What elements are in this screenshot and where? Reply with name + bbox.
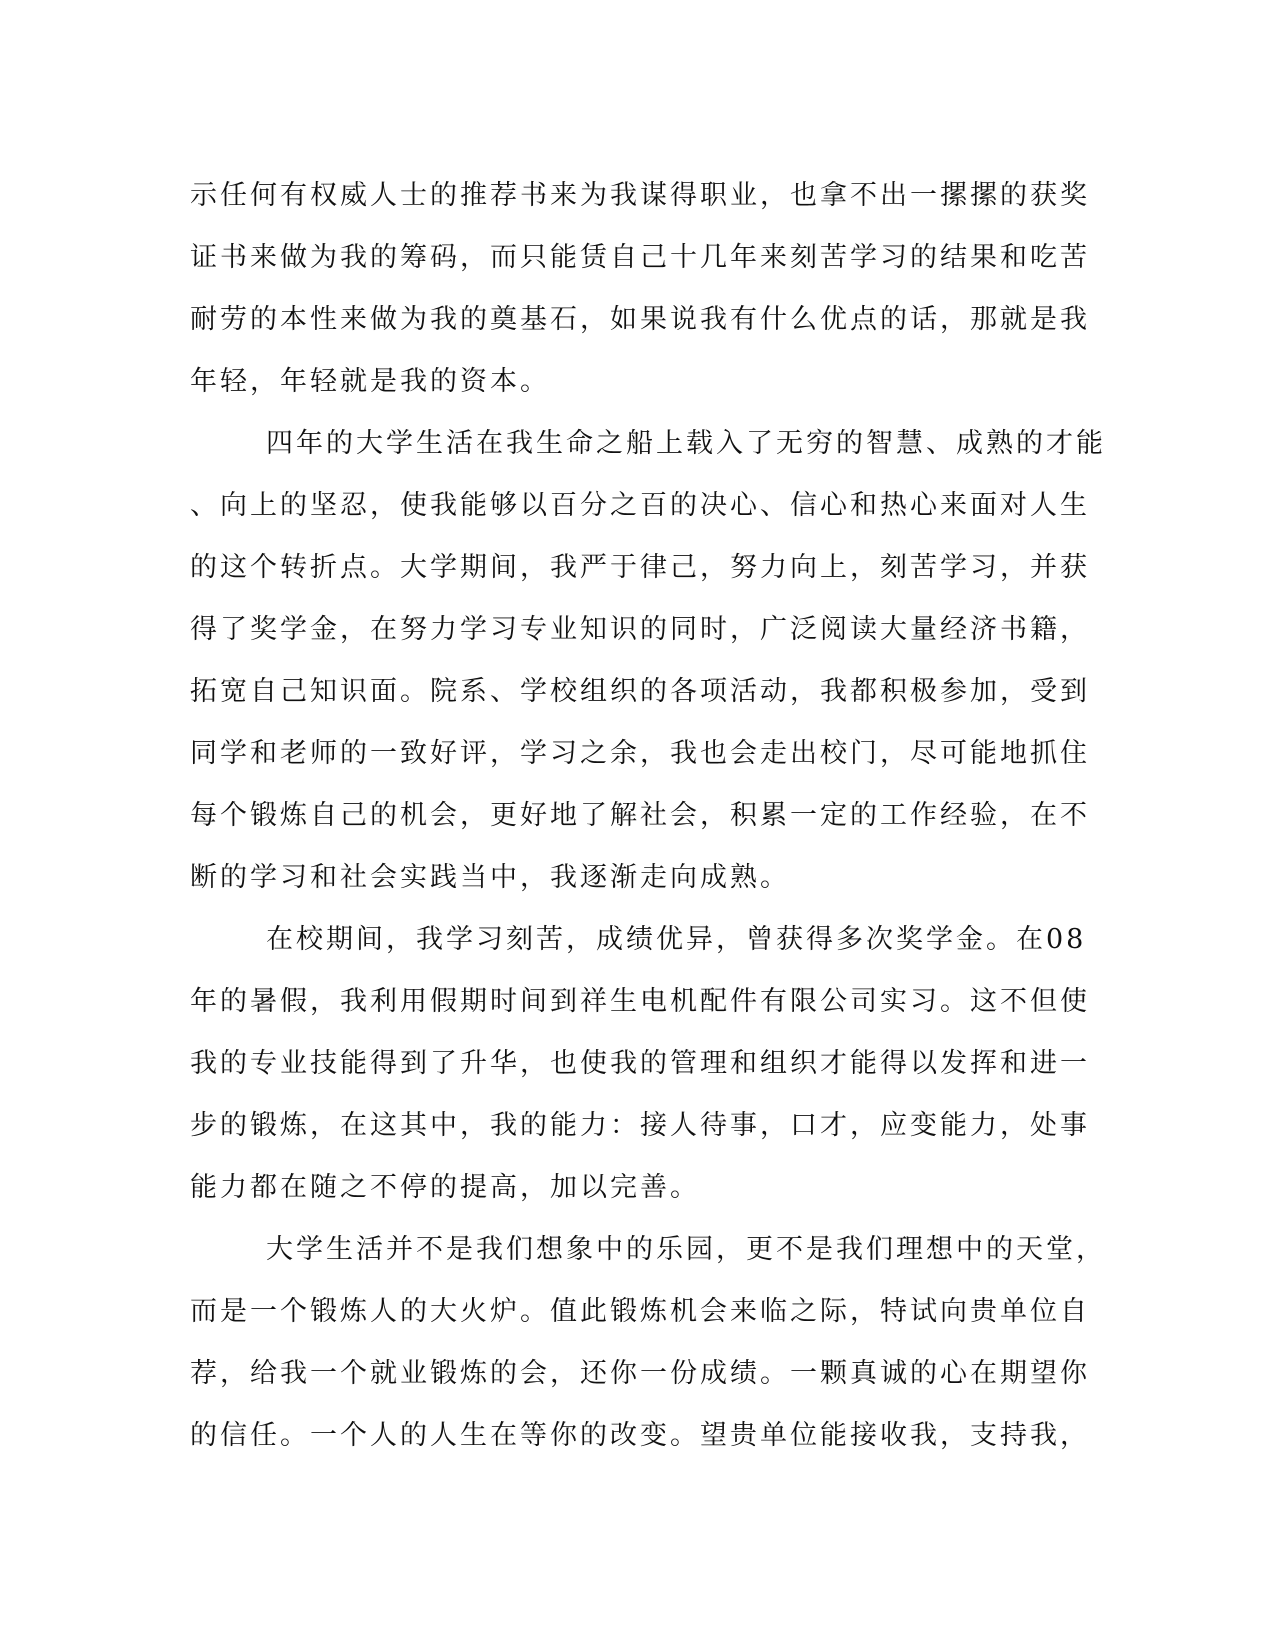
paragraph-first-line: 大学生活并不是我们想象中的乐园，更不是我们理想中的天堂， xyxy=(266,1234,1106,1265)
text-line: 同学和老师的一致好评，学习之余，我也会走出校门，尽可能地抓住 xyxy=(190,738,1090,769)
text-line: 年的暑假，我利用假期时间到祥生电机配件有限公司实习。这不但使 xyxy=(190,986,1090,1017)
text-line: 步的锻炼，在这其中，我的能力：接人待事，口才，应变能力，处事 xyxy=(190,1110,1090,1141)
text-line: 而是一个锻炼人的大火炉。值此锻炼机会来临之际，特试向贵单位自 xyxy=(190,1296,1090,1327)
text-line: 能力都在随之不停的提高，加以完善。 xyxy=(190,1172,700,1203)
text-line: 每个锻炼自己的机会，更好地了解社会，积累一定的工作经验，在不 xyxy=(190,800,1090,831)
text-line: 耐劳的本性来做为我的奠基石，如果说我有什么优点的话，那就是我 xyxy=(190,304,1090,335)
text-line: 示任何有权威人士的推荐书来为我谋得职业，也拿不出一摞摞的获奖 xyxy=(190,180,1090,211)
text-line: 拓宽自己知识面。院系、学校组织的各项活动，我都积极参加，受到 xyxy=(190,676,1090,707)
text-line: 断的学习和社会实践当中，我逐渐走向成熟。 xyxy=(190,862,790,893)
text-line: 荐，给我一个就业锻炼的会，还你一份成绩。一颗真诚的心在期望你 xyxy=(190,1358,1090,1389)
text-line: 年轻，年轻就是我的资本。 xyxy=(190,366,550,397)
text-line: 的这个转折点。大学期间，我严于律己，努力向上，刻苦学习，并获 xyxy=(190,552,1090,583)
text-line: 我的专业技能得到了升华，也使我的管理和组织才能得以发挥和进一 xyxy=(190,1048,1090,1079)
paragraph-first-line: 四年的大学生活在我生命之船上载入了无穷的智慧、成熟的才能 xyxy=(266,428,1106,459)
text-line: 证书来做为我的筹码，而只能赁自己十几年来刻苦学习的结果和吃苦 xyxy=(190,242,1090,273)
text-line: 、向上的坚忍，使我能够以百分之百的决心、信心和热心来面对人生 xyxy=(190,490,1090,521)
text-line: 的信任。一个人的人生在等你的改变。望贵单位能接收我，支持我， xyxy=(190,1420,1090,1451)
paragraph-first-line: 在校期间，我学习刻苦，成绩优异，曾获得多次奖学金。在08 xyxy=(266,924,1087,955)
body-text xyxy=(190,165,1106,1467)
text-line: 得了奖学金，在努力学习专业知识的同时，广泛阅读大量经济书籍， xyxy=(190,614,1090,645)
